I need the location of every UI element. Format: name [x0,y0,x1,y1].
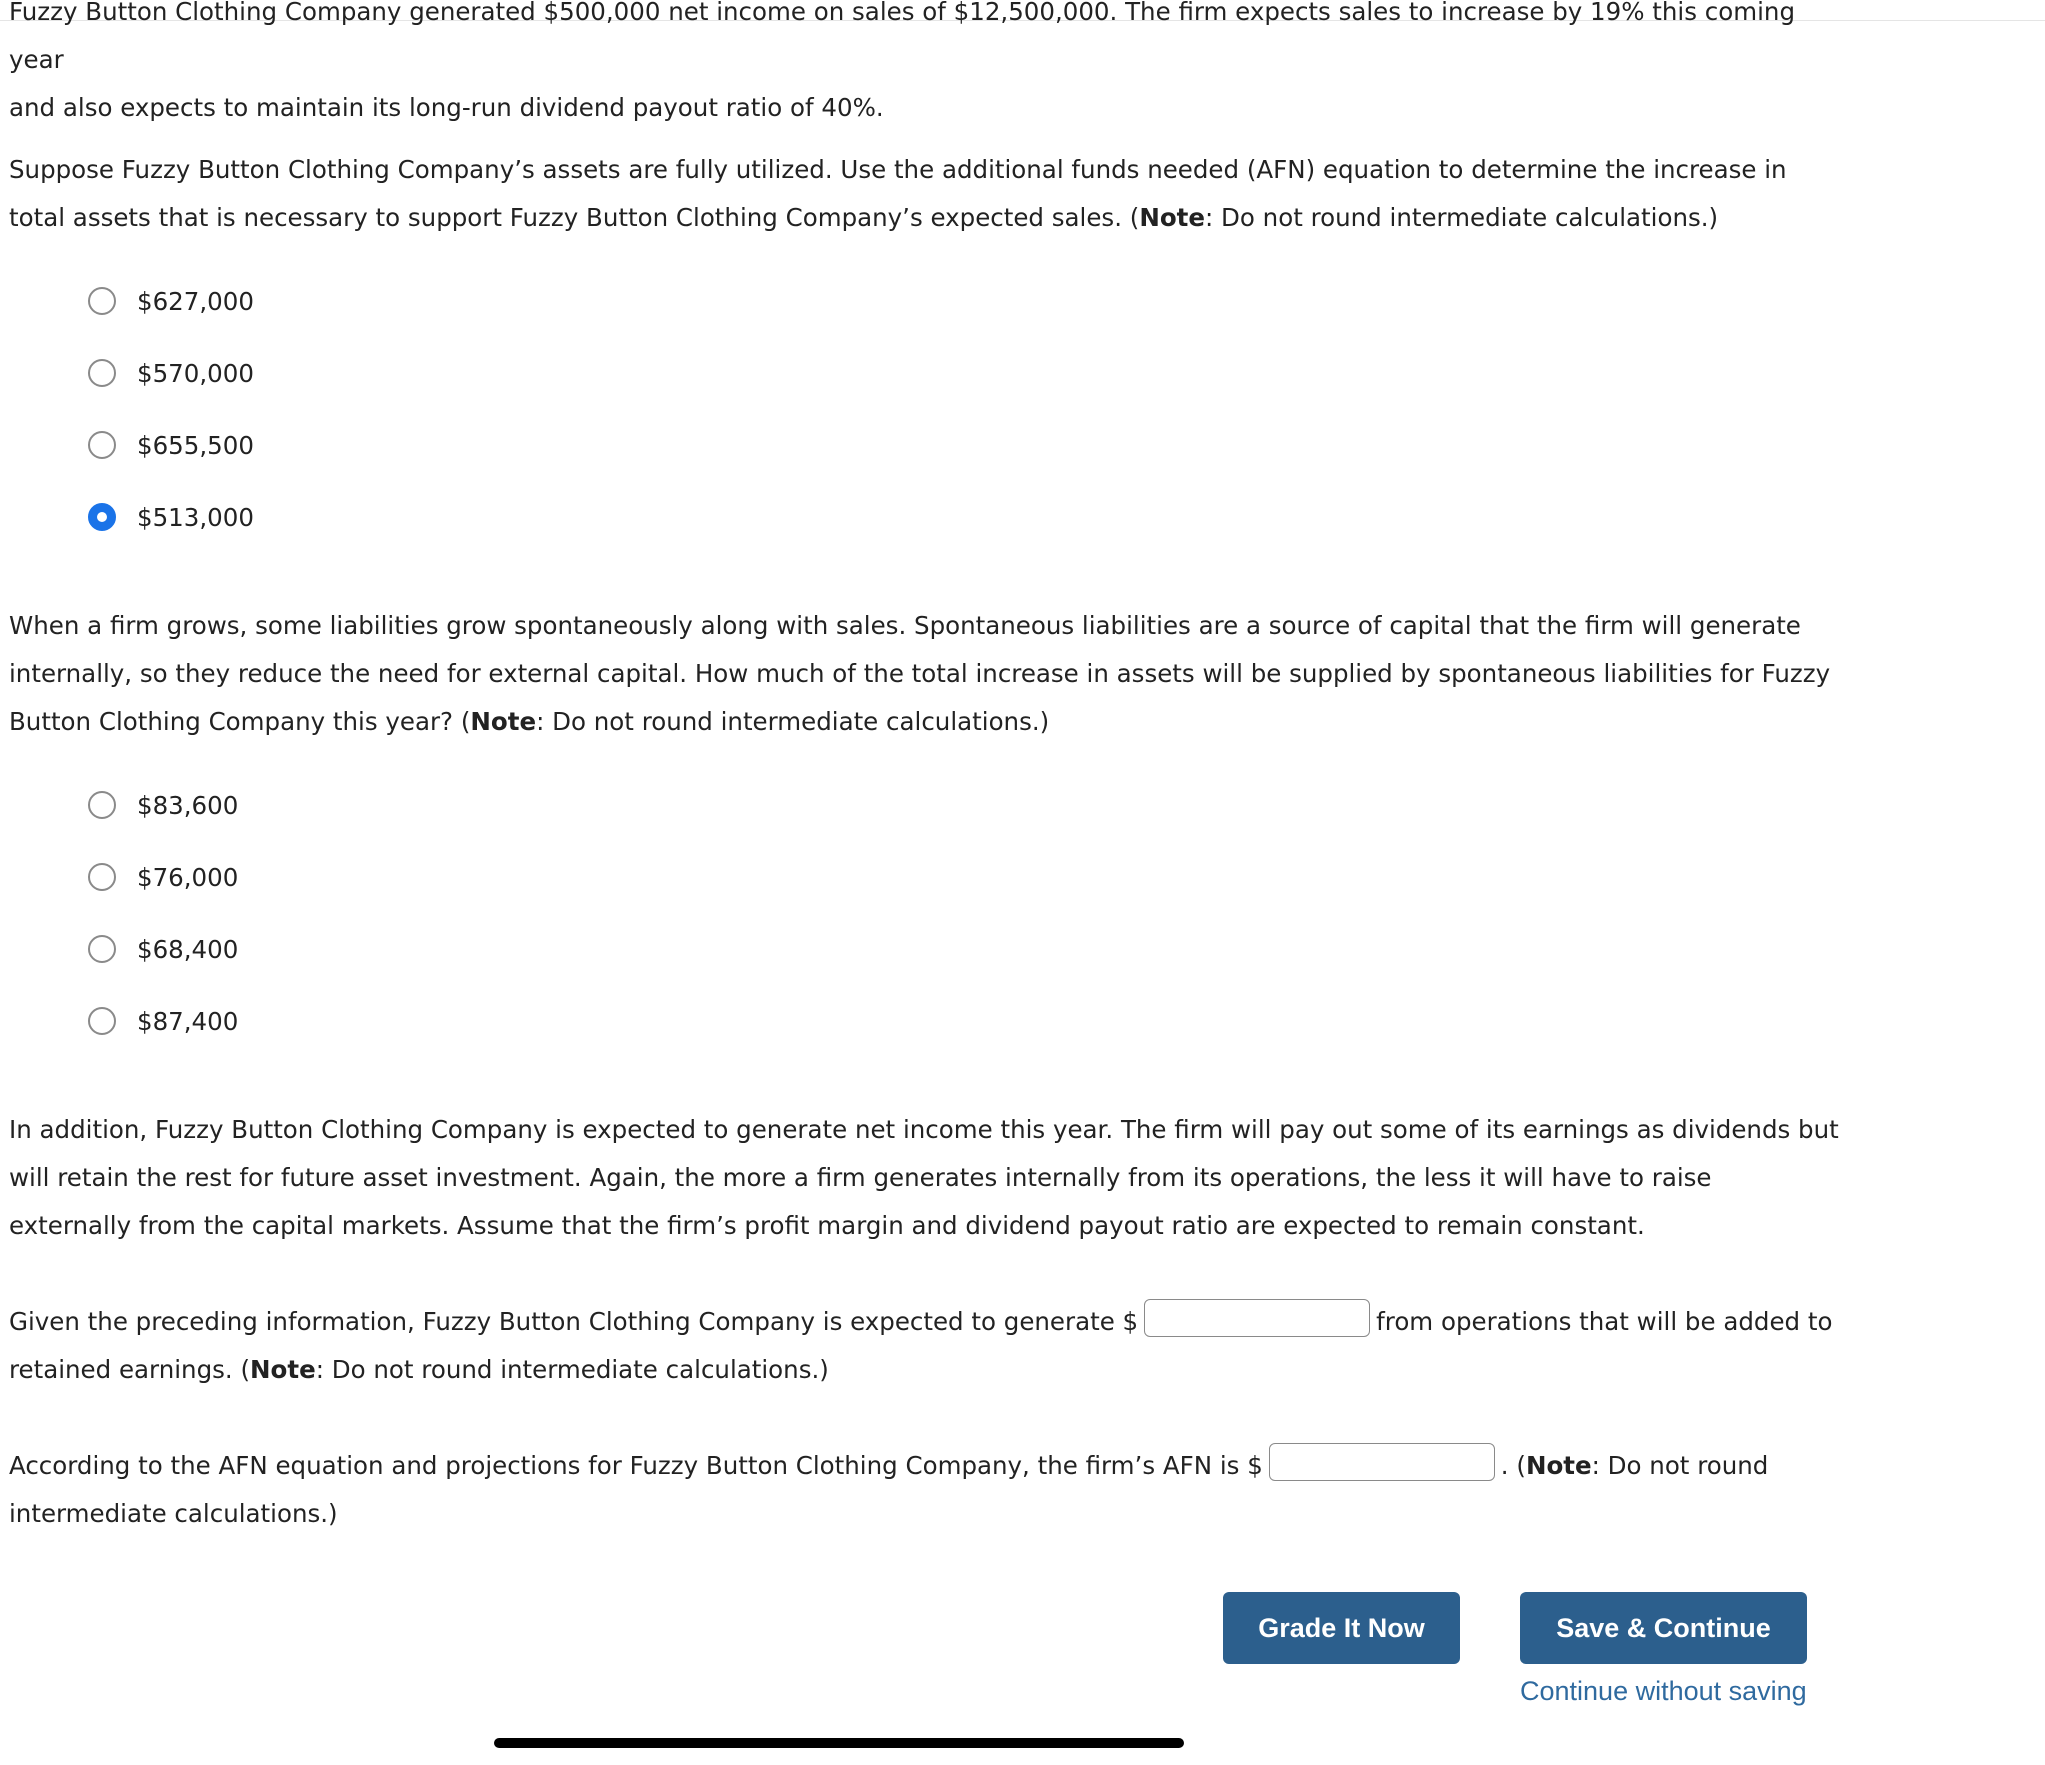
q2-option-1[interactable] [88,785,238,825]
option-label: $627,000 [137,286,254,316]
radio-button[interactable] [88,791,116,819]
question-2-text [9,602,1839,746]
option-label: $76,000 [137,862,239,892]
radio-button[interactable] [88,431,116,459]
q1-option-3[interactable] [88,425,254,465]
radio-button[interactable] [88,863,116,891]
note-label: Note [1525,1451,1592,1480]
save-and-continue-button[interactable]: Save & Continue [1520,1592,1807,1664]
radio-button[interactable] [88,1007,116,1035]
afn-input[interactable] [1269,1443,1495,1481]
question-5-text [9,1442,1839,1538]
q1-option-4[interactable] [88,497,254,537]
radio-button-selected[interactable] [88,503,116,531]
radio-button[interactable] [88,287,116,315]
note-text: : Do not round intermediate calculations.) [315,1355,829,1384]
option-label: $68,400 [137,934,239,964]
continue-without-saving-link[interactable]: Continue without saving [1520,1676,1807,1706]
radio-button[interactable] [88,935,116,963]
q2-option-2[interactable] [88,857,238,897]
question-5-prefix: According to the AFN equation and projections for Fuzzy Button Clothing Company, the firm’s AFN is $ [9,1451,1263,1480]
question-4-prefix: Given the preceding information, Fuzzy Button Clothing Company is expected to generate $ [9,1307,1139,1336]
retained-earnings-input[interactable] [1144,1299,1370,1337]
question-4-suffix: from operations that will be added to retained earnings. ( [9,1307,1833,1384]
q1-option-2[interactable] [88,353,254,393]
note-text: : Do not round intermediate calculations.) [1205,203,1719,232]
note-text: : Do not round intermediate calculations.) [536,707,1050,736]
question-3-text: In addition, Fuzzy Button Clothing Company is expected to generate net income this year. The firm will pay out some of its earnings as dividends but will retain the rest for future asset investment. Again, the more a firm generates internally from its operations, the less it will have to raise externally from the capital markets. Assume that the firm’s profit margin and dividend payout ratio are expected to remain constant. [9,1115,1839,1240]
intro-line-2: and also expects to maintain its long-run dividend payout ratio of 40%. [9,93,884,122]
option-label: $513,000 [137,502,254,532]
intro-line-1: Fuzzy Button Clothing Company generated $500,000 net income on sales of $12,500,000. The firm expects sales to increase by 19% this coming year [9,0,1795,74]
q1-option-1[interactable] [88,281,254,321]
intro-paragraph [9,0,1839,132]
grade-it-now-button[interactable]: Grade It Now [1223,1592,1460,1664]
question-1-body: Suppose Fuzzy Button Clothing Company’s assets are fully utilized. Use the additional funds needed (AFN) equation to determine the increase in total assets that is necessary to support Fuzzy Button Clothing Company’s expected sales. ( [9,155,1787,232]
option-label: $83,600 [137,790,239,820]
option-label: $655,500 [137,430,254,460]
question-1-text [9,146,1839,242]
note-label: Note [250,1355,316,1384]
home-indicator-bar [494,1738,1184,1748]
note-text: : Do not round intermediate calculations.) [9,1451,1769,1528]
question-5-suffix: . ( [1500,1451,1526,1480]
option-label: $570,000 [137,358,254,388]
option-label: $87,400 [137,1006,239,1036]
q2-option-3[interactable] [88,929,238,969]
note-label: Note [1139,203,1205,232]
note-label: Note [470,707,537,736]
q2-option-4[interactable] [88,1001,238,1041]
question-4-text [9,1298,1839,1394]
radio-button[interactable] [88,359,116,387]
question-2-body: When a firm grows, some liabilities grow spontaneously along with sales. Spontaneous liabilities are a source of capital that the firm will generate internally, so they reduce the need for external capital. How much of the total increase in assets will be supplied by spontaneous liabilities for Fuzzy Button Clothing Company this year? ( [9,611,1831,736]
